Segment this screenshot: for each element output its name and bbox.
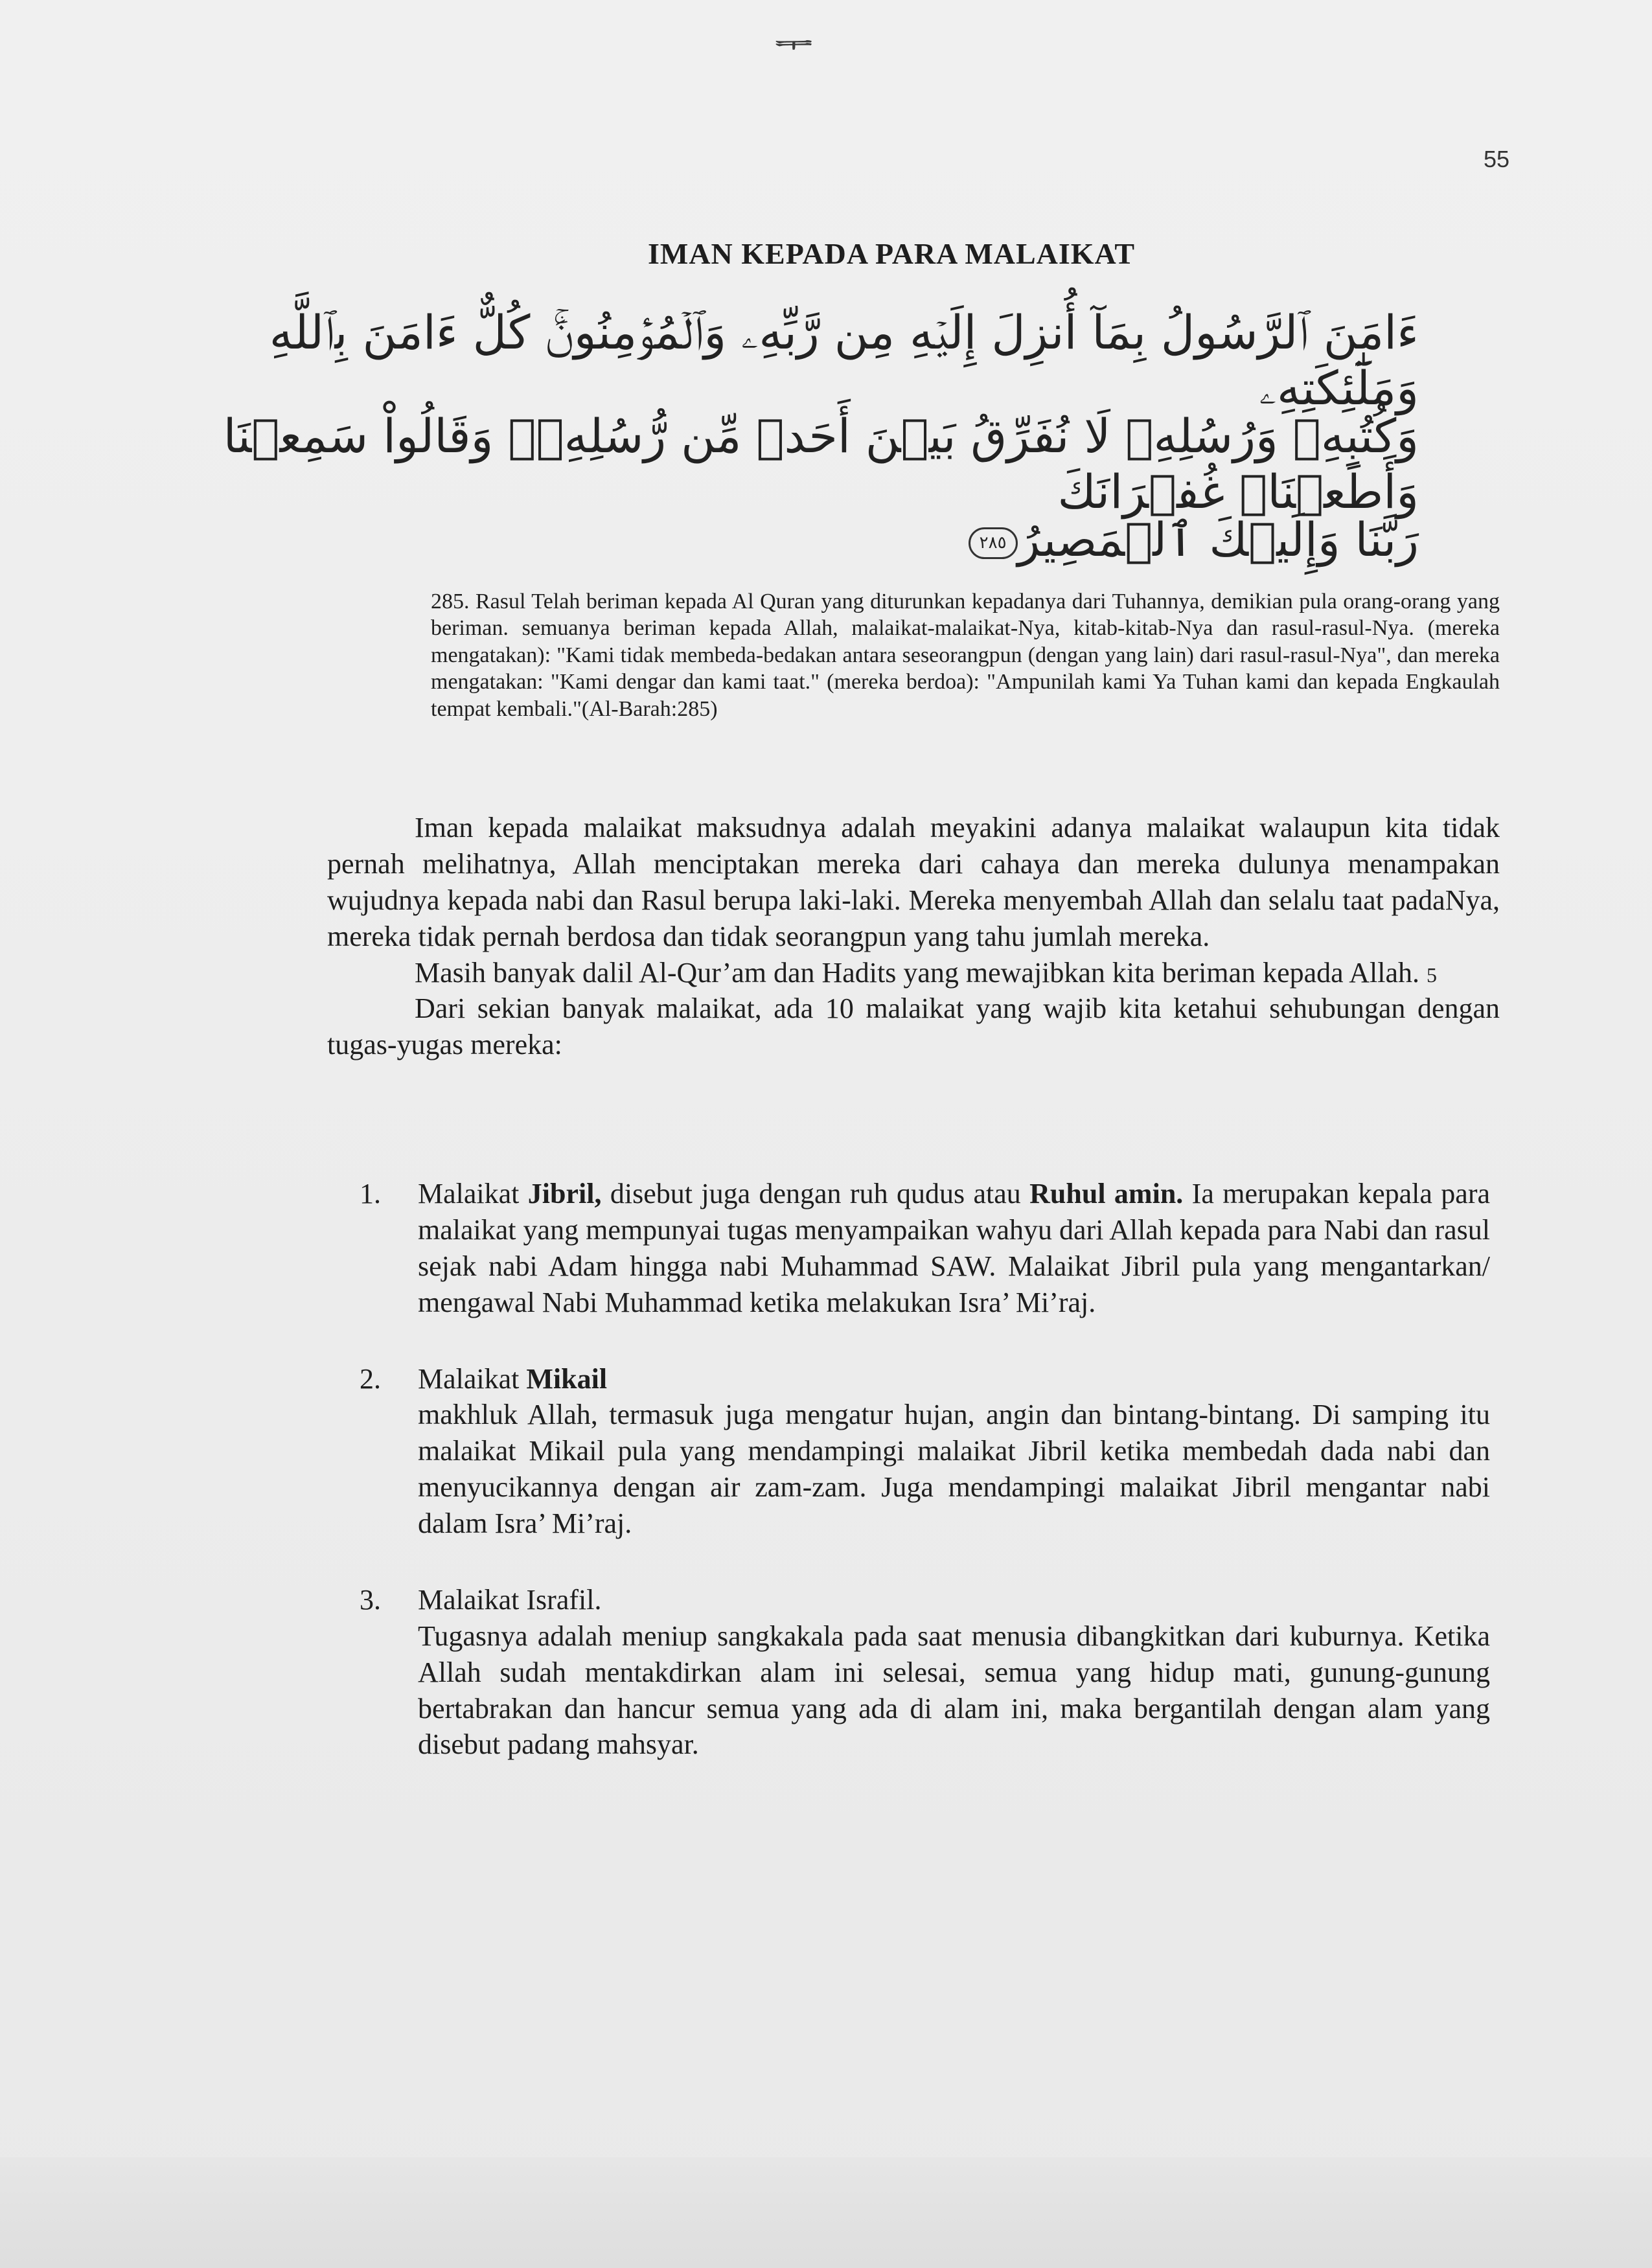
list-item-jibril — [360, 1176, 1490, 1321]
arabic-verse-line-1: ءَامَنَ ٱلرَّسُولُ بِمَآ أُنزِلَ إِلَيۡهِ مِن رَّبِّهِۦ وَٱلۡمُؤۡمِنُونَۚ كُلٌّ ءَامَنَ بِٱللَّهِ وَمَلَٰٓئِكَتِهِۦ — [269, 305, 1419, 416]
paragraph-dalil — [327, 955, 1500, 991]
list-item-text — [418, 1176, 1490, 1321]
body-text — [327, 810, 1500, 1063]
page-title: IMAN KEPADA PARA MALAIKAT — [648, 237, 1136, 270]
footnote-mark: 5 — [1426, 963, 1437, 987]
top-ornament: ᆍ — [775, 23, 812, 68]
paragraph-sepuluh-malaikat: Dari sekian banyak malaikat, ada 10 malaikat yang wajib kita ketahui sehubungan dengan tugas-yugas mereka: — [327, 992, 1500, 1061]
malaikat-alt-name: Ruhul amin. — [1029, 1178, 1184, 1209]
list-item-heading: Malaikat Israfil. — [418, 1583, 602, 1616]
item-prefix: Malaikat — [418, 1362, 527, 1395]
list-item-israfil — [360, 1582, 1490, 1763]
arabic-verse-text: رَبَّنَا وَإِلَيۡكَ ٱلۡمَصِيرُ — [1017, 512, 1419, 567]
paragraph-iman: Iman kepada malaikat maksudnya adalah meyakini adanya malaikat walaupun kita tidak pernah melihatnya, Allah menciptakan mereka dari cahaya dan mereka dulunya menampakan wujudnya kepada nabi dan Rasul berupa laki-laki. Mereka menyembah Allah dan selalu taat padaNya, mereka tidak pernah berdosa dan tidak seorangpun yang tahu jumlah mereka. — [327, 812, 1500, 952]
malaikat-list — [360, 1176, 1490, 1803]
ayah-number-mark: ٢٨٥ — [969, 527, 1018, 559]
item-prefix: Malaikat — [418, 1178, 528, 1209]
arabic-verse-line-3 — [188, 512, 1419, 567]
item-rest: Ia merupakan kepala para malaikat yang mempunyai tugas menyampaikan wahyu dari Allah kepada para Nabi dan rasul sejak nabi Adam hingga nabi Muhammad SAW. Malaikat Jibril pula yang mengantarkan/ mengawal Nabi Muhammad ketika melakukan Isra’ Mi’raj. — [418, 1178, 1491, 1318]
verse-translation: 285. Rasul Telah beriman kepada Al Quran yang diturunkan kepadanya dari Tuhannya, demikian pula orang-orang yang beriman. semuanya beriman kepada Allah, malaikat-malaikat-Nya, kitab-kitab-Nya dan rasul-rasul-Nya. (mereka mengatakan): "Kami tidak membeda-bedakan antara seseorangpun (dengan yang lain) dari rasul-rasul-Nya", dan mereka mengatakan: "Kami dengar dan kami taat." (mereka berdoa): "Ampunilah kami Ya Tuhan kami dan kepada Engkaulah tempat kembali."(Al-Barah:285) — [431, 590, 1500, 721]
list-number: 3. — [360, 1583, 381, 1616]
page-number: 55 — [1484, 146, 1510, 172]
malaikat-name: Jibril, — [527, 1178, 602, 1209]
list-number: 1. — [360, 1178, 381, 1209]
arabic-verse-line-2: وَكُتُبِهِۦ وَرُسُلِهِۦ لَا نُفَرِّقُ بَيۡنَ أَحَدٖ مِّن رُّسُلِهِۦۚ وَقَالُواْ سَمِعۡنَا وَأَطَعۡنَاۖ غُفۡرَانَكَ — [223, 409, 1419, 520]
list-item-text: Tugasnya adalah meniup sangkakala pada saat menusia dibangkitkan dari kuburnya. Ketika Allah sudah mentakdirkan alam ini selesai, semua yang hidup mati, gunung-gunung bertabrakan dan hancur semua yang ada di alam ini, maka bergantilah dengan alam yang disebut padang mahsyar. — [418, 1620, 1490, 1761]
list-item-heading — [418, 1361, 1490, 1397]
list-number: 2. — [360, 1362, 381, 1395]
malaikat-name: Mikail — [526, 1362, 608, 1395]
item-mid: disebut juga dengan ruh qudus atau — [601, 1178, 1030, 1209]
list-item-text: makhluk Allah, termasuk juga mengatur hujan, angin dan bintang-bintang. Di samping itu malaikat Mikail pula yang mendampingi malaikat Jibril ketika membedah dada nabi dan menyucikannya dengan air zam-zam. Juga mendampingi malaikat Jibril mengantar nabi dalam Isra’ Mi’raj. — [418, 1399, 1490, 1539]
scan-bottom-edge — [0, 2157, 1652, 2268]
list-item-mikail — [360, 1361, 1490, 1542]
paragraph-dalil-text: Masih banyak dalil Al-Qur’am dan Hadits yang mewajibkan kita beriman kepada Allah. — [415, 956, 1419, 989]
